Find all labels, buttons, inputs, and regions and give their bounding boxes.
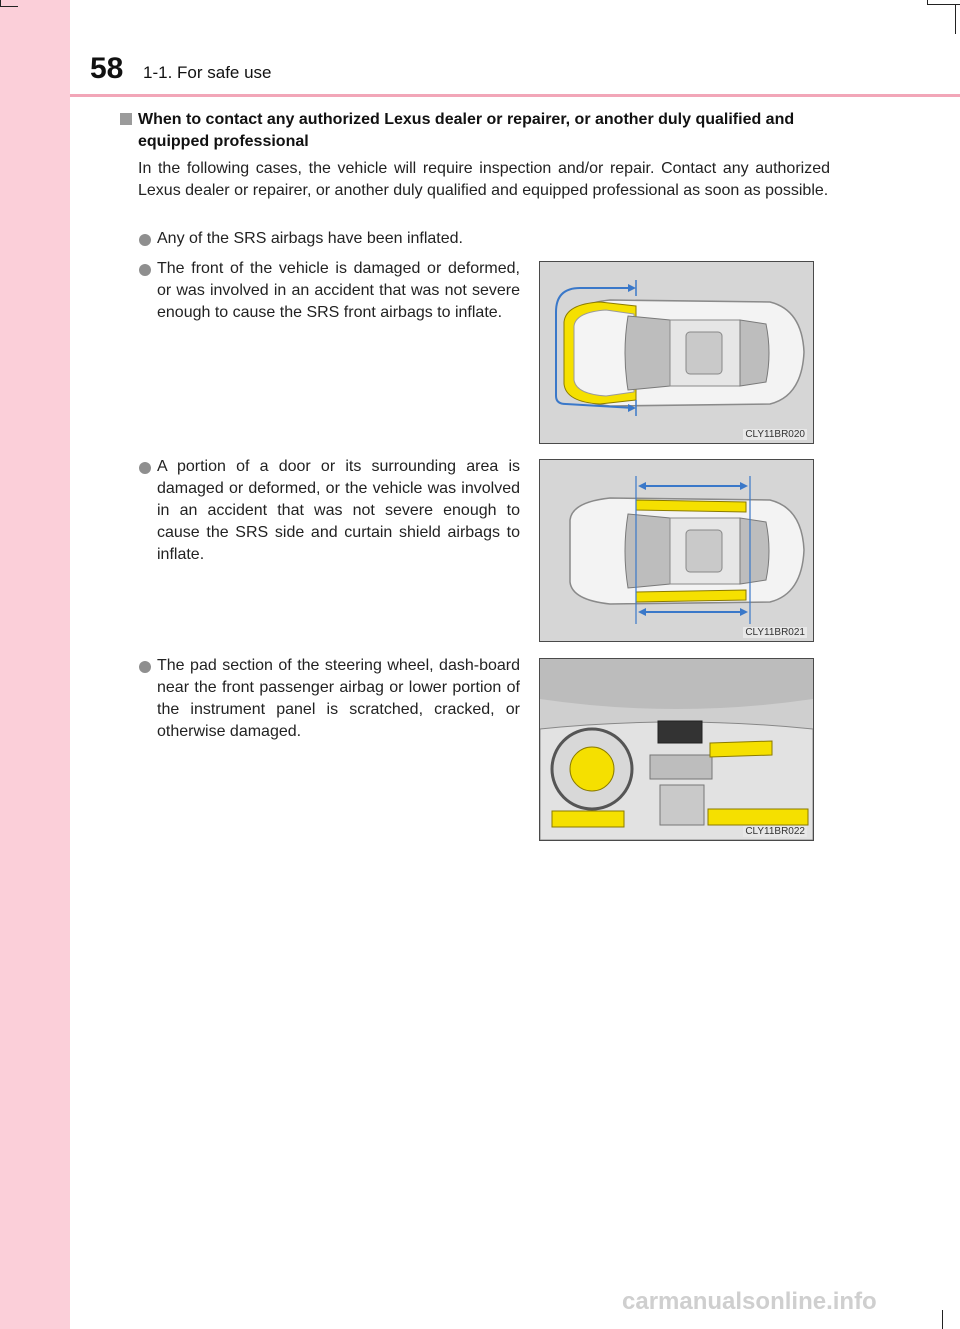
- side-tab: [0, 0, 70, 1329]
- bullet-text: The pad section of the steering wheel, dash-board near the front passenger airbag or lower portion of the instrument panel is scratched, cracked, or otherwise damaged.: [157, 657, 520, 740]
- crop-mark: [942, 1310, 943, 1329]
- crop-mark: [0, 6, 18, 7]
- page-number: 58: [90, 52, 124, 85]
- car-top-view-side-icon: [540, 460, 813, 641]
- figure-dashboard-damage: [539, 658, 814, 841]
- header-divider: [70, 94, 960, 97]
- figure-front-damage: [539, 261, 814, 444]
- bullet-icon: [139, 234, 151, 246]
- heading-square-icon: [120, 113, 132, 125]
- figure-code: CLY11BR021: [745, 627, 805, 638]
- bullet-icon: [139, 462, 151, 474]
- figure-side-damage: [539, 459, 814, 642]
- car-top-view-front-icon: [540, 262, 813, 443]
- section-heading: When to contact any authorized Lexus dealer or repairer, or another duly qualified and equipped professional: [138, 111, 795, 150]
- bullet-icon: [139, 264, 151, 276]
- bullet-text: The front of the vehicle is damaged or deformed, or was involved in an accident that was not severe enough to cause the SRS front airbags to inflate.: [157, 260, 520, 321]
- crop-mark: [955, 4, 956, 34]
- bullet-text: Any of the SRS airbags have been inflated.: [157, 230, 463, 247]
- figure-code: CLY11BR022: [745, 826, 805, 837]
- bullet-text: A portion of a door or its surrounding area is damaged or deformed, or the vehicle was involved in an accident that was not severe enough to cause the SRS side and curtain shield airbags to inflate.: [157, 458, 520, 563]
- bullet-icon: [139, 661, 151, 673]
- dashboard-interior-icon: [540, 659, 813, 840]
- section-title: 1-1. For safe use: [143, 63, 272, 82]
- watermark: carmanualsonline.info: [622, 1288, 877, 1315]
- intro-paragraph: In the following cases, the vehicle will require inspection and/or repair. Contact any authorized Lexus dealer or repairer, or another duly qualified and equipped professional as soon as possible.: [138, 160, 830, 199]
- figure-code: CLY11BR020: [745, 429, 805, 440]
